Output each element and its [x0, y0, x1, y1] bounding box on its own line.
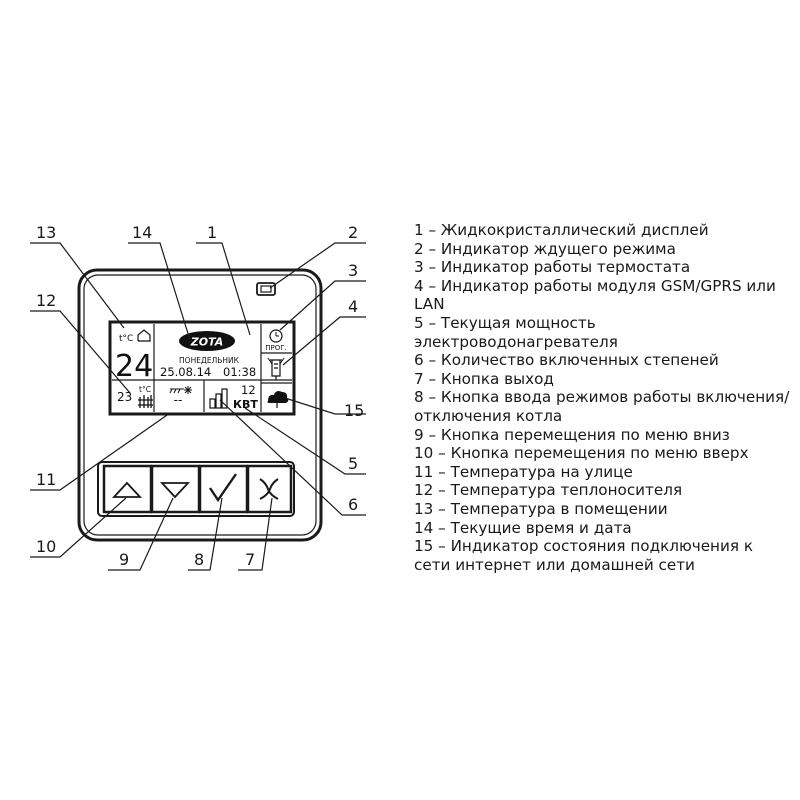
- callout-10: 10: [36, 537, 57, 556]
- callout-3: 3: [348, 261, 359, 280]
- menu-up-button[interactable]: [104, 466, 151, 512]
- exit-button[interactable]: [248, 466, 291, 512]
- callout-2: 2: [348, 223, 359, 242]
- legend-item: 4 – Индикатор работы модуля GSM/GPRS или LAN: [414, 276, 776, 314]
- standby-indicator-icon: [257, 283, 275, 295]
- enter-button[interactable]: [200, 466, 247, 512]
- callout-4: 4: [348, 297, 359, 316]
- callout-7: 7: [245, 550, 256, 569]
- legend-item: 3 – Индикатор работы термостата: [414, 258, 691, 277]
- legend-item: 12 – Температура теплоносителя: [414, 481, 683, 500]
- legend-item: 5 – Текущая мощность электроводонагревателя: [414, 313, 618, 351]
- callout-1: 1: [207, 223, 218, 242]
- indoor-temperature: 24: [115, 349, 154, 384]
- legend-item: 14 – Текущие время и дата: [414, 518, 632, 537]
- legend-item: 8 – Кнопка ввода режимов работы включения/отключения котла: [414, 388, 790, 425]
- legend-item: 13 – Температура в помещении: [414, 499, 668, 518]
- legend-item: 7 – Кнопка выход: [414, 369, 554, 388]
- coolant-temperature: 23: [117, 390, 133, 404]
- current-date: 25.08.14: [160, 365, 212, 379]
- radiator-icon: [138, 395, 153, 408]
- zota-logo-text: ZOTA: [190, 335, 224, 349]
- lcd-display: [110, 322, 294, 414]
- button-panel: [98, 462, 294, 516]
- clock-icon: [270, 330, 282, 342]
- callout-11: 11: [36, 470, 57, 489]
- callout-9: 9: [119, 550, 130, 569]
- power-unit: КВТ: [233, 398, 258, 411]
- legend-item: 15 – Индикатор состояния подключения к сети интернет или домашней сети: [414, 537, 753, 574]
- callout-13: 13: [36, 223, 57, 242]
- zota-logo: [179, 331, 235, 351]
- callout-12: 12: [36, 291, 57, 310]
- power-stages-bars-icon: [210, 389, 227, 408]
- stages-count: 12: [241, 383, 256, 397]
- legend-item: 1 – Жидкокристаллический дисплей: [414, 221, 709, 239]
- prog-label: ПРОГ.: [265, 344, 287, 352]
- network-cloud-icon: [267, 391, 288, 408]
- gsm-module-icon: [268, 358, 284, 380]
- legend-item: 11 – Температура на улице: [414, 462, 633, 481]
- callout-8: 8: [194, 550, 205, 569]
- callout-6: 6: [348, 495, 359, 514]
- house-icon: [138, 330, 150, 341]
- callout-15: 15: [344, 401, 365, 420]
- current-time: 01:38: [223, 365, 257, 379]
- indoor-temp-label: t°C: [119, 334, 134, 344]
- legend-item: 6 – Количество включенных степеней: [414, 351, 719, 370]
- coolant-temp-label: t°C: [139, 385, 151, 394]
- outdoor-temperature: --: [173, 393, 183, 407]
- legend-list: [414, 221, 794, 574]
- legend-item: 10 – Кнопка перемещения по меню вверх: [414, 444, 749, 463]
- legend-item: 9 – Кнопка перемещения по меню вниз: [414, 425, 730, 444]
- weekday: ПОНЕДЕЛЬНИК: [179, 356, 239, 365]
- callout-5: 5: [348, 454, 359, 473]
- legend-item: 2 – Индикатор ждущего режима: [414, 239, 676, 258]
- menu-down-button[interactable]: [152, 466, 199, 512]
- callout-14: 14: [132, 223, 153, 242]
